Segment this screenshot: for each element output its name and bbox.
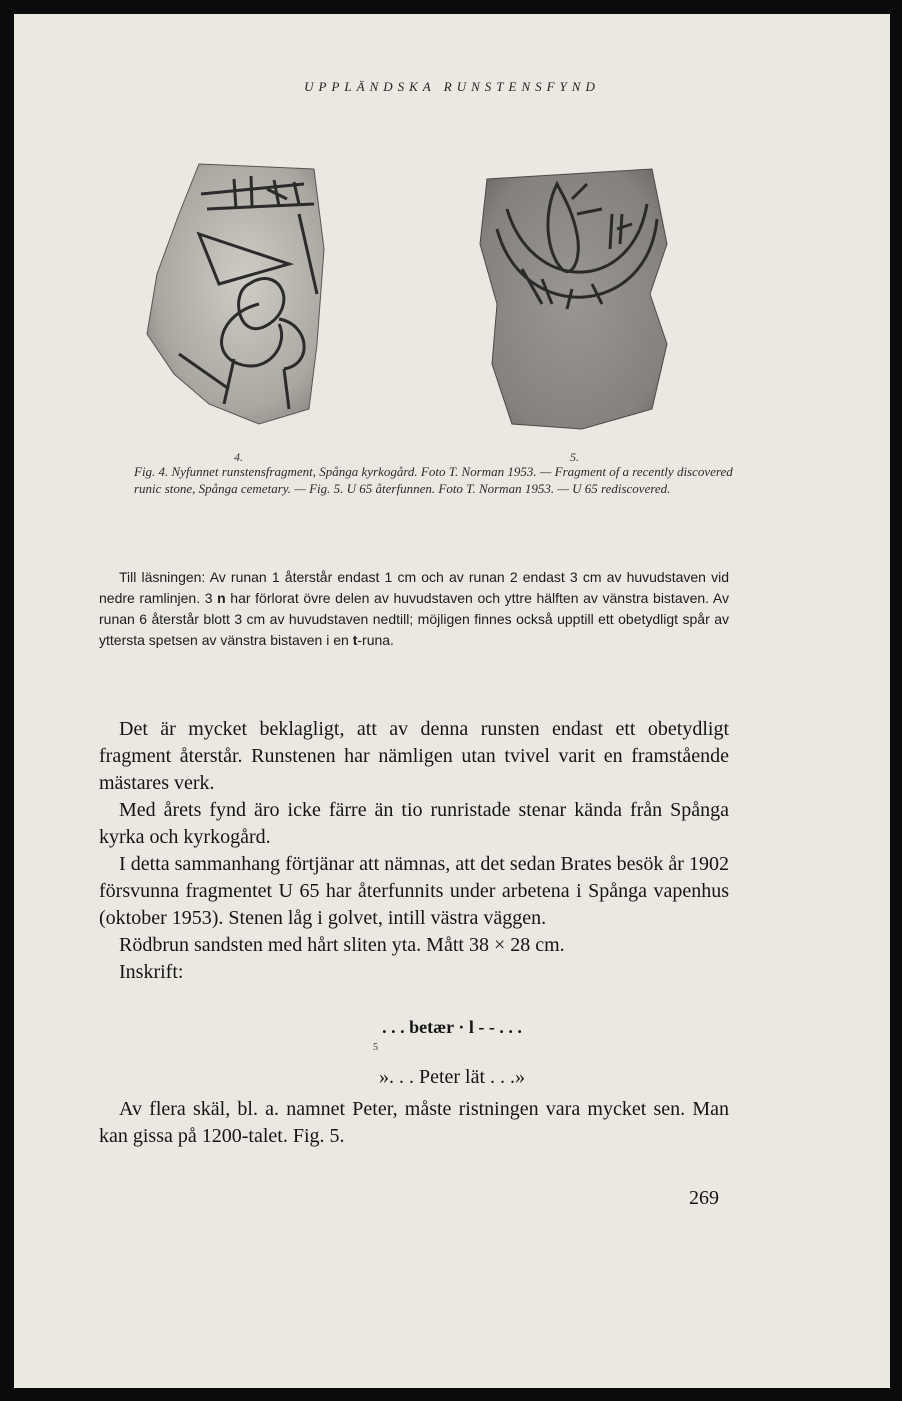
inscription-runic-transliteration: . . . betær · l - - . . . bbox=[382, 1017, 522, 1037]
reading-notes-part-3: -runa. bbox=[357, 632, 394, 648]
reading-notes-part-2: har förlorat övre delen av huvudstaven och yttre hälften av vänstra bistaven. Av runan 6 återstår blott 3 cm av huvudstaven nedtill; möjligen finnes också upptill ett obetydligt spår av yttersta spetsen av vänstra bistaven i en bbox=[99, 590, 729, 648]
page-number: 269 bbox=[689, 1187, 719, 1209]
paragraph-3: I detta sammanhang förtjänar att nämnas, att det sedan Brates besök år 1902 försvunna fragmentet U 65 har återfunnits under arbetena i Spånga vapenhus (oktober 1953). Stenen låg i golvet, intill västra väggen. bbox=[99, 853, 729, 929]
rune-stone-fragment-photo bbox=[452, 154, 677, 454]
reading-notes-paragraph bbox=[99, 567, 729, 651]
rune-t-bold: t bbox=[352, 632, 358, 648]
paragraph-1: Det är mycket beklagligt, att av denna runsten endast ett obetydligt fragment återstår. Runstenen har nämligen utan tvivel varit en framstående mästares verk. bbox=[99, 718, 729, 794]
rune-stone-fragment-photo bbox=[139, 154, 339, 454]
figure-5-photo bbox=[452, 154, 677, 454]
closing-text: Av flera skäl, bl. a. namnet Peter, måste ristningen vara mycket sen. Man kan gissa på 1200-talet. Fig. 5. bbox=[99, 1098, 729, 1147]
figure-5-label: 5. bbox=[570, 450, 579, 464]
figure-caption: Fig. 4. Nyfunnet runstensfragment, Spånga kyrkogård. Foto T. Norman 1953. — Fragment of a recently discovered runic stone, Spånga cemetary. — Fig. 5. U 65 återfunnen. Foto T. Norman 1953. — U 65 rediscovered. bbox=[134, 464, 733, 496]
rune-n-bold: n bbox=[217, 590, 226, 606]
figure-4-label: 4. bbox=[234, 450, 243, 464]
inscription-rune-number: 5 bbox=[373, 1042, 378, 1053]
closing-paragraph bbox=[99, 1096, 729, 1150]
book-page bbox=[14, 14, 890, 1388]
paragraph-4: Rödbrun sandsten med hårt sliten yta. Mått 38 × 28 cm. bbox=[119, 934, 565, 956]
paragraph-5: Inskrift: bbox=[119, 961, 184, 983]
inscription-translation: ». . . Peter lät . . .» bbox=[378, 1066, 526, 1088]
running-header: UPPLÄNDSKA RUNSTENSFYND bbox=[304, 79, 600, 94]
figure-4-photo bbox=[139, 154, 339, 454]
paragraph-2: Med årets fynd äro icke färre än tio runristade stenar kända från Spånga kyrka och kyrkogård. bbox=[99, 799, 729, 848]
reading-notes-text bbox=[99, 567, 729, 651]
main-text bbox=[99, 716, 729, 986]
reading-notes-part-1: Till läsningen: Av runan 1 återstår endast 1 cm och av runan 2 endast 3 cm av huvudstaven vid nedre ramlinjen. 3 bbox=[99, 569, 729, 606]
